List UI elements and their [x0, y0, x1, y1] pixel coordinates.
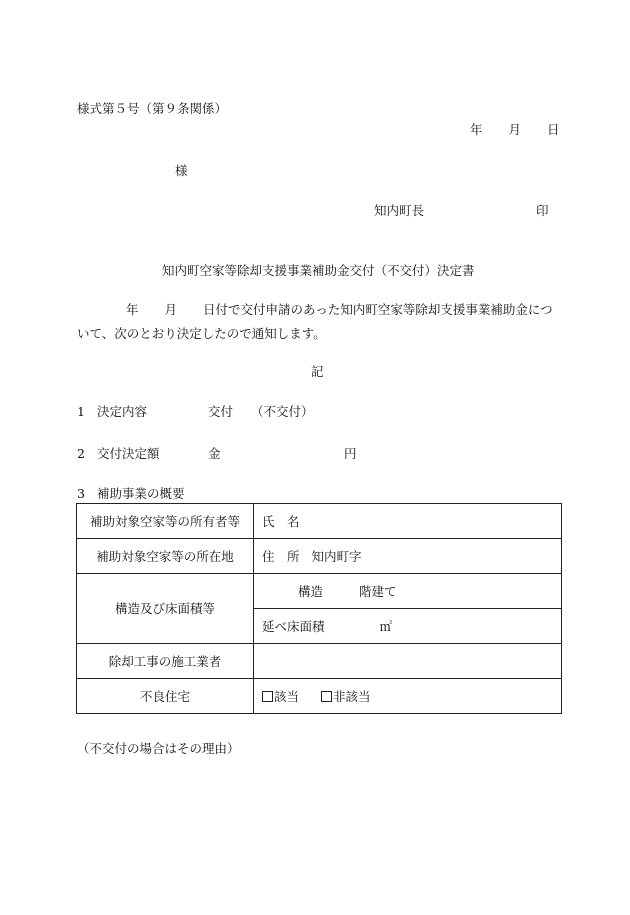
table-row [77, 679, 562, 714]
floor-area-cell[interactable] [254, 609, 562, 644]
value-no-grant: （不交付） [251, 404, 314, 419]
table-row [77, 539, 562, 574]
item-number: 1 [77, 404, 85, 419]
table-row [77, 504, 562, 539]
substandard-label: 不良住宅 [77, 679, 254, 714]
item-label: 交付決定額 [96, 446, 160, 461]
ki-heading: 記 [311, 364, 324, 379]
address-cell[interactable] [254, 539, 562, 574]
addressee-honorific: 様 [175, 163, 188, 178]
reason-note: （不交付の場合はその理由） [77, 741, 240, 756]
amount-prefix: 金 [208, 446, 221, 461]
date-year: 年 [470, 122, 483, 137]
address-value: 知内町字 [311, 548, 362, 564]
location-label: 補助対象空家等の所在地 [77, 539, 254, 574]
date-month: 月 [508, 122, 522, 137]
body-line1: 日付で交付申請のあった知内町空家等除却支援事業補助金につ [203, 302, 553, 317]
value-grant: 交付 [208, 404, 234, 419]
not-applicable-label: 非該当 [333, 688, 371, 704]
date-line [470, 122, 560, 137]
owner-name-label: 氏 名 [262, 513, 300, 529]
body-paragraph [77, 298, 561, 346]
date-day: 日 [547, 122, 560, 137]
applicable-label: 該当 [274, 688, 300, 704]
document-title: 知内町空家等除却支援事業補助金交付（不交付）決定書 [162, 263, 475, 278]
seal-mark: 印 [536, 203, 549, 218]
body-line2: いて、次のとおり決定したので通知します。 [77, 326, 326, 341]
item-amount [77, 446, 159, 461]
table-row [77, 644, 562, 679]
item-number: 3 [77, 486, 85, 501]
amount-unit: 円 [344, 446, 357, 461]
body-month: 月 [164, 302, 178, 317]
structure-cell[interactable] [254, 574, 562, 609]
sender-title: 知内町長 [374, 203, 425, 218]
form-number: 様式第５号（第９条関係） [77, 101, 228, 116]
contractor-label: 除却工事の施工業者 [77, 644, 254, 679]
substandard-cell [254, 679, 562, 714]
item-decision-value [208, 404, 314, 419]
table-row [77, 574, 562, 609]
item-overview [77, 486, 184, 501]
owner-name-cell[interactable] [254, 504, 562, 539]
structure-value: 構造 [298, 583, 324, 599]
body-year: 年 [126, 302, 139, 317]
overview-table [76, 503, 562, 714]
item-number: 2 [77, 446, 85, 461]
contractor-cell[interactable] [254, 644, 562, 679]
floors-value: 階建て [359, 583, 397, 599]
floor-area-unit: ㎡ [379, 618, 393, 634]
not-applicable-checkbox[interactable] [321, 691, 332, 702]
item-label: 補助事業の概要 [96, 486, 185, 501]
item-label: 決定内容 [96, 404, 147, 419]
owner-label: 補助対象空家等の所有者等 [77, 504, 254, 539]
structure-label: 構造及び床面積等 [77, 574, 254, 644]
applicable-checkbox[interactable] [262, 691, 273, 702]
floor-area-label: 延べ床面積 [262, 618, 325, 634]
item-decision [77, 404, 147, 419]
address-label: 住 所 [262, 548, 300, 564]
